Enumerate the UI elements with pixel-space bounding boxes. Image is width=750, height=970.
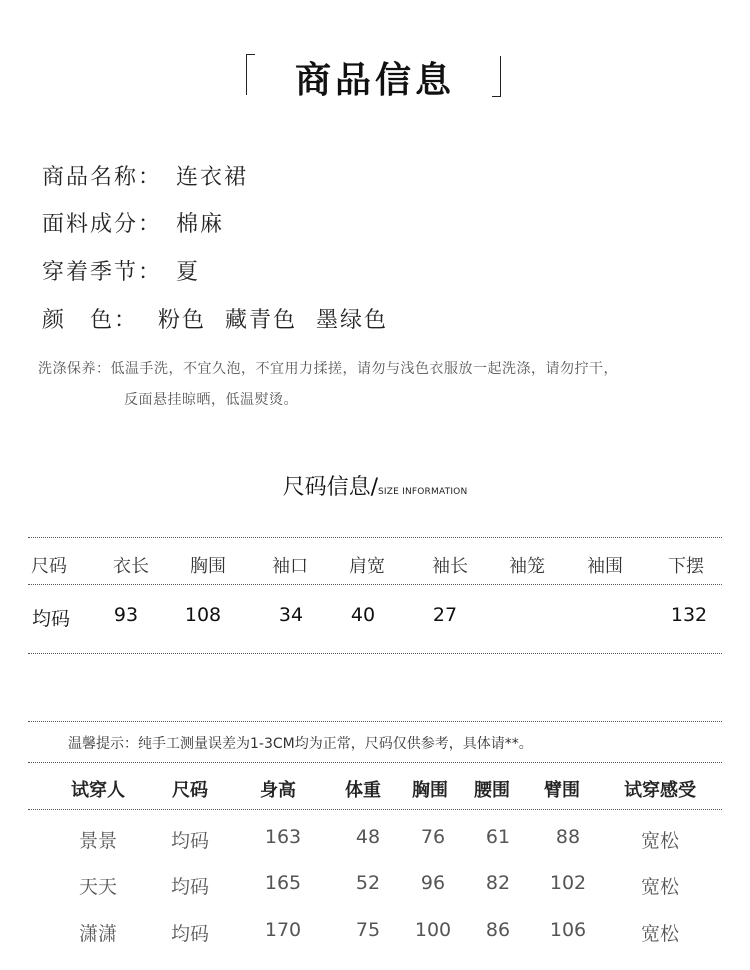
tryon-cell: 宽松: [640, 923, 679, 945]
divider: [28, 584, 722, 585]
size-header-cell: 袖笼: [509, 556, 545, 577]
size-heading-text: 尺码信息/: [282, 475, 379, 500]
info-row-fabric: [42, 207, 224, 238]
color-value: 粉色 藏青色 墨绿色: [158, 308, 388, 333]
tryon-header-cell: 试穿感受: [624, 780, 696, 801]
tryon-cell: 潇潇: [78, 923, 117, 945]
fabric-label: 面料成分：: [42, 212, 163, 237]
info-row-color: [42, 303, 388, 334]
tryon-cell: 宽松: [640, 876, 679, 898]
tryon-cell: 75: [355, 919, 381, 941]
tryon-header-cell: 身高: [260, 780, 296, 801]
tryon-cell: 均码: [170, 830, 209, 852]
size-header-cell: 袖长: [432, 556, 468, 577]
divider: [28, 537, 722, 538]
tryon-header-cell: 臂围: [544, 780, 580, 801]
tryon-cell: 天天: [78, 876, 117, 898]
tryon-cell: 106: [549, 919, 587, 941]
size-header-cell: 尺码: [31, 556, 67, 577]
tryon-cell: 均码: [170, 923, 209, 945]
care-instructions-line2: 反面悬挂晾晒，低温熨烫。: [124, 392, 298, 408]
tryon-cell: 61: [485, 826, 511, 848]
info-row-name: [42, 160, 248, 191]
tryon-cell: 76: [420, 826, 446, 848]
tryon-cell: 均码: [170, 876, 209, 898]
size-header-cell: 袖围: [587, 556, 623, 577]
season-value: 夏: [176, 260, 201, 285]
page-title-block: [0, 52, 750, 102]
tryon-header-cell: 腰围: [474, 780, 510, 801]
info-row-season: [42, 255, 200, 286]
tryon-header-cell: 胸围: [412, 780, 448, 801]
size-cell: 108: [184, 604, 222, 626]
tryon-cell: 163: [264, 826, 302, 848]
tryon-cell: 48: [355, 826, 381, 848]
divider: [28, 721, 722, 722]
size-hint-note: 温馨提示：纯手工测量误差为1-3CM均为正常，尺码仅供参考，具体请**。: [68, 736, 533, 752]
size-cell: 均码: [31, 608, 70, 630]
name-label: 商品名称：: [42, 165, 163, 190]
size-cell: 93: [113, 604, 139, 626]
size-cell: 27: [432, 604, 458, 626]
tryon-cell: 86: [485, 919, 511, 941]
fabric-value: 棉麻: [176, 212, 225, 237]
size-cell: 132: [670, 604, 708, 626]
tryon-cell: 82: [485, 872, 511, 894]
left-bracket-decoration: [246, 54, 255, 95]
divider: [28, 809, 722, 810]
season-label: 穿着季节：: [42, 260, 163, 285]
size-header-cell: 胸围: [190, 556, 226, 577]
care-instructions-line1: 洗涤保养：低温手洗，不宜久泡，不宜用力揉搓，请勿与浅色衣服放一起洗涤，请勿拧干，: [38, 361, 618, 377]
name-value: 连衣裙: [176, 165, 249, 190]
size-heading-subtext: SIZE INFORMATION: [378, 487, 468, 497]
size-header-cell: 下摆: [668, 556, 704, 577]
divider: [28, 762, 722, 763]
tryon-cell: 宽松: [640, 830, 679, 852]
tryon-cell: 96: [420, 872, 446, 894]
tryon-cell: 165: [264, 872, 302, 894]
tryon-cell: 景景: [78, 830, 117, 852]
tryon-header-cell: 试穿人: [71, 780, 125, 801]
size-header-cell: 袖口: [272, 556, 308, 577]
right-bracket-decoration: [492, 56, 501, 97]
size-cell: 40: [350, 604, 376, 626]
size-section-heading: [0, 470, 750, 501]
tryon-cell: 170: [264, 919, 302, 941]
page-title: 商品信息: [294, 59, 455, 101]
tryon-cell: 100: [414, 919, 452, 941]
divider: [28, 653, 722, 654]
tryon-header-cell: 体重: [345, 780, 381, 801]
tryon-cell: 102: [549, 872, 587, 894]
tryon-header-cell: 尺码: [172, 780, 208, 801]
size-cell: 34: [278, 604, 304, 626]
color-label: 颜 色：: [42, 308, 139, 333]
size-header-cell: 肩宽: [349, 556, 385, 577]
size-header-cell: 衣长: [113, 556, 149, 577]
tryon-cell: 52: [355, 872, 381, 894]
tryon-cell: 88: [555, 826, 581, 848]
